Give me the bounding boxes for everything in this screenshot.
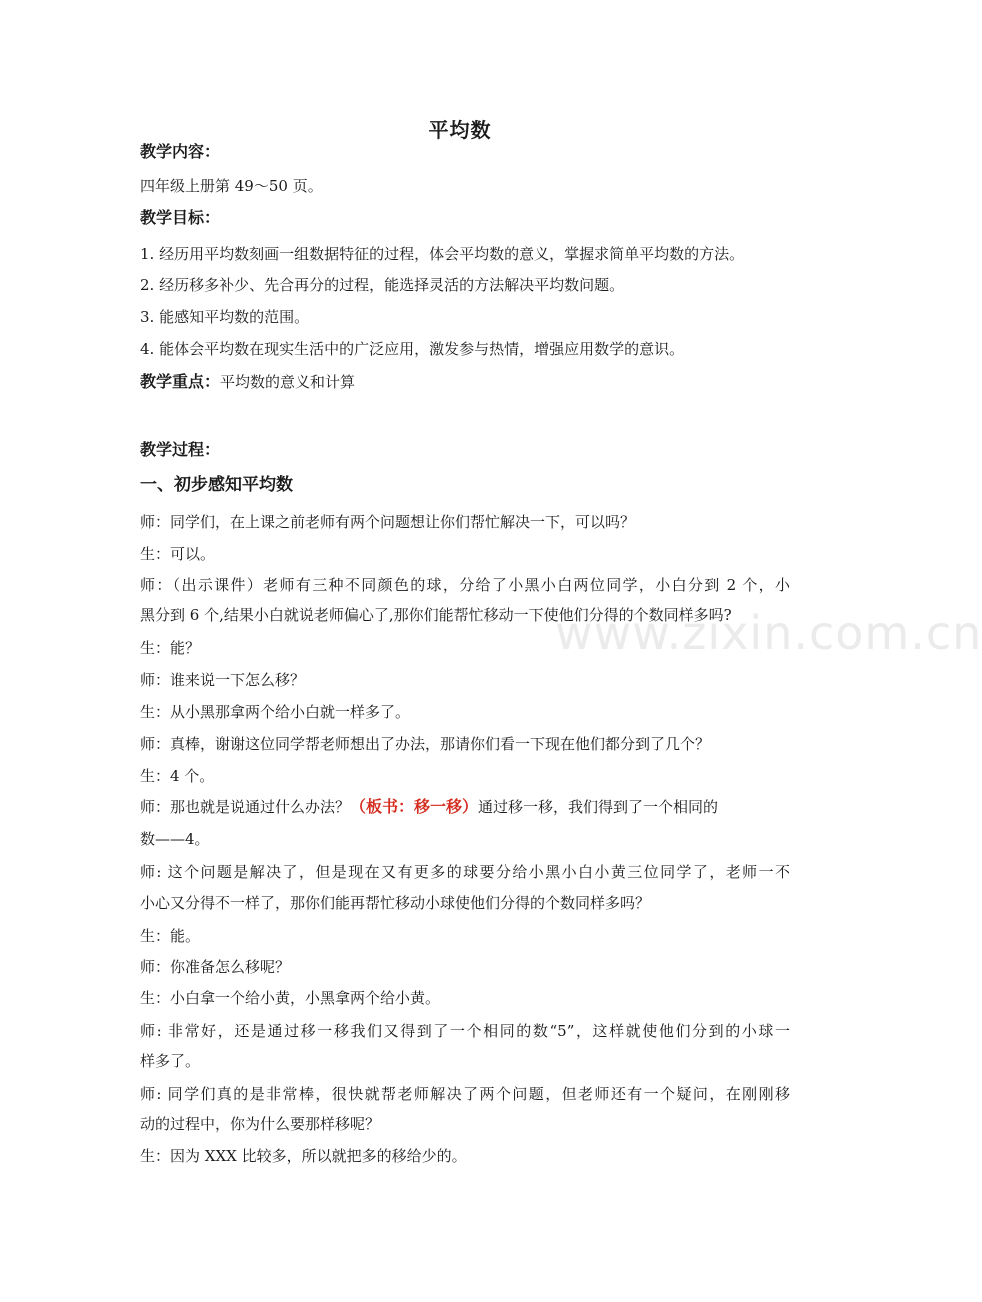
dialogue-line: 数——4。 — [140, 830, 210, 848]
key-point-heading: 教学重点： — [140, 372, 221, 391]
dialogue-line: 黑分到 6 个,结果小白就说老师偏心了,那你们能帮忙移动一下使他们分得的个数同样多吗? — [140, 606, 732, 624]
dialogue-line: 师: 这个问题是解决了，但是现在又有更多的球要分给小黑小白小黄三位同学了，老师一不 — [140, 863, 790, 881]
dialogue-line: 小心又分得不一样了，那你们能再帮忙移动小球使他们分得的个数同样多吗？ — [140, 894, 651, 912]
dialogue-line: 生：小白拿一个给小黄，小黑拿两个给小黄。 — [140, 989, 441, 1007]
key-point-text: 平均数的意义和计算 — [220, 373, 356, 391]
dialogue-line: 师：同学们，在上课之前老师有两个问题想让你们帮忙解决一下，可以吗？ — [140, 513, 636, 531]
process-heading: 教学过程： — [140, 440, 221, 459]
dialogue-line: 生：从小黑那拿两个给小白就一样多了。 — [140, 703, 411, 721]
key-point-line — [140, 372, 790, 392]
goals-heading: 教学目标： — [140, 208, 221, 227]
section-heading-1: 一、初步感知平均数 — [140, 475, 293, 495]
dialogue-line: 生：可以。 — [140, 545, 216, 563]
dialogue-line: 师：真棒，谢谢这位同学帮老师想出了办法，那请你们看一下现在他们都分到了几个？ — [140, 735, 711, 753]
goal-item-3: 3. 能感知平均数的范围。 — [140, 308, 310, 326]
goal-item-2: 2. 经历移多补少、先合再分的过程，能选择灵活的方法解决平均数问题。 — [140, 276, 625, 294]
goal-item-1: 1. 经历用平均数刻画一组数据特征的过程，体会平均数的意义，掌握求简单平均数的方法。 — [140, 245, 745, 263]
dialogue-line: 样多了。 — [140, 1052, 201, 1070]
board-note: （板书：移一移） — [350, 797, 479, 816]
dialogue-text: 师：那也就是说通过什么办法？ — [140, 798, 351, 816]
watermark: www.zixin.com.cn — [555, 606, 982, 660]
content-text: 四年级上册第 49～50 页。 — [140, 177, 323, 195]
goal-item-4: 4. 能体会平均数在现实生活中的广泛应用，激发参与热情，增强应用数学的意识。 — [140, 340, 685, 358]
dialogue-line: 生：能。 — [140, 927, 201, 945]
dialogue-line: 师：你准备怎么移呢？ — [140, 958, 291, 976]
dialogue-text: 通过移一移，我们得到了一个相同的 — [478, 798, 719, 816]
content-heading: 教学内容： — [140, 142, 221, 161]
dialogue-line: 师：谁来说一下怎么移？ — [140, 671, 306, 689]
dialogue-line: 生：能？ — [140, 639, 201, 657]
dialogue-line — [140, 797, 790, 817]
dialogue-line: 动的过程中，你为什么要那样移呢？ — [140, 1115, 381, 1133]
dialogue-line: 生：因为 XXX 比较多，所以就把多的移给少的。 — [140, 1147, 467, 1165]
dialogue-line: 生：4 个。 — [140, 767, 215, 785]
dialogue-line: 师：（出示课件）老师有三种不同颜色的球，分给了小黑小白两位同学，小白分到 2 个，小 — [140, 576, 790, 594]
dialogue-line: 师: 同学们真的是非常棒，很快就帮老师解决了两个问题，但老师还有一个疑问，在刚刚移 — [140, 1085, 790, 1103]
dialogue-line: 师: 非常好，还是通过移一移我们又得到了一个相同的数“5”，这样就使他们分到的小球一 — [140, 1022, 790, 1040]
document-title: 平均数 — [428, 118, 492, 142]
